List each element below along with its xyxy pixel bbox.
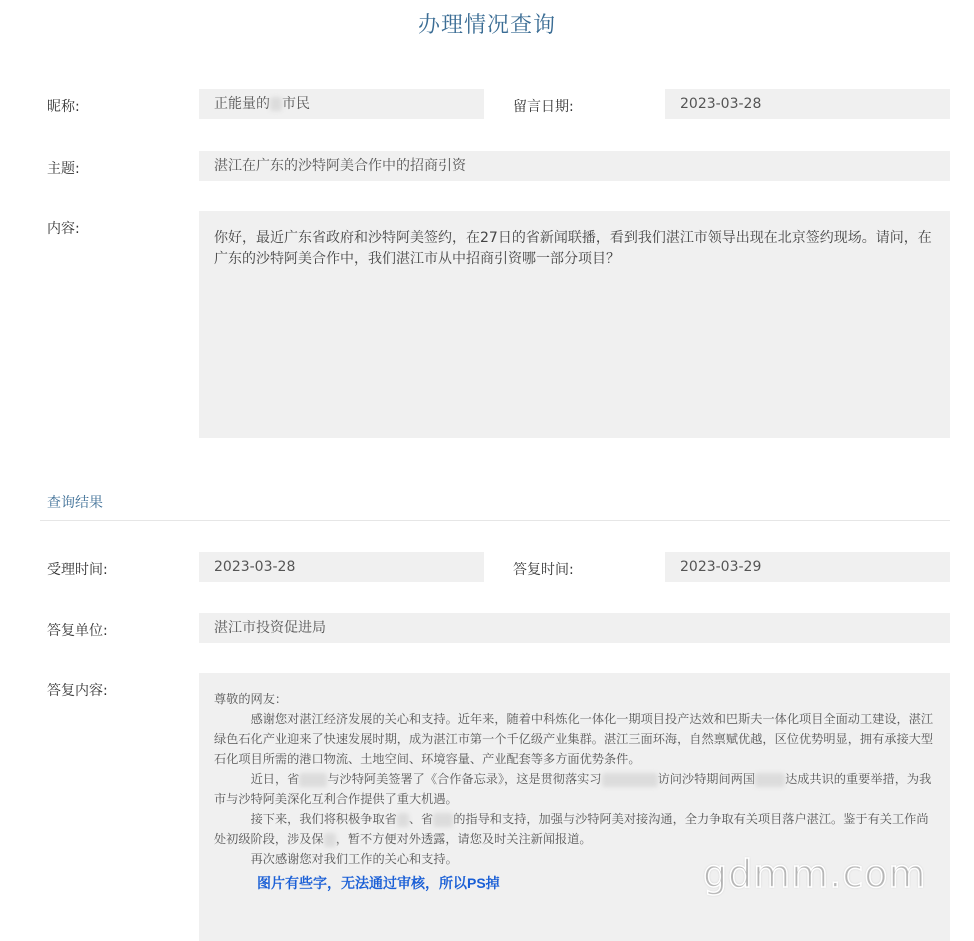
- editor-note: 图片有些字，无法通过审核，所以PS掉: [257, 875, 500, 891]
- reply-paragraph-1: 感谢您对湛江经济发展的关心和支持。近年来，随着中科炼化一体化一期项目投产达效和巴斯夫一体化项目全面动工建设，湛江绿色石化产业迎来了快速发展时期，成为湛江市第一个千亿级产业集群。湛江三面环海，自然禀赋优越，区位优势明显，拥有承接大型石化项目所需的港口物流、土地空间、环境容量、产业配套等多方面优势条件。: [214, 712, 934, 766]
- reply-p2-part-c: 访问沙特期间两国: [657, 772, 756, 786]
- reply-time-field: 2023-03-29: [665, 552, 950, 582]
- nickname-label: 昵称:: [47, 99, 80, 115]
- nickname-value-suffix: 市民: [282, 96, 310, 112]
- message-date-field: 2023-03-28: [665, 89, 950, 119]
- redacted-mask: [299, 773, 327, 787]
- section-divider: [40, 520, 950, 521]
- content-field: 你好，最近广东省政府和沙特阿美签约，在27日的省新闻联播，看到我们湛江市领导出现在北京签约现场。请问，在广东的沙特阿美合作中，我们湛江市从中招商引资哪一部分项目？: [199, 211, 950, 438]
- redacted-mask: [755, 773, 785, 787]
- content-label: 内容:: [47, 221, 80, 237]
- nickname-field: [199, 89, 484, 119]
- reply-unit-label: 答复单位:: [47, 623, 108, 639]
- reply-p3-part-c: 的指导和支持，加强与沙特阿美对接沟通，全力争取有关项目落户湛江。鉴于有关工作尚处初级阶段，涉及保: [214, 812, 929, 846]
- reply-p2-part-a: 近日，省: [250, 772, 300, 786]
- query-result-title: 查询结果: [47, 495, 103, 511]
- reply-p2-part-d: 达成共识的重要举措，为我市与沙特阿美深化互利合作提供了重大机遇。: [214, 772, 932, 806]
- subject-field: 湛江在广东的沙特阿美合作中的招商引资: [199, 151, 950, 181]
- reply-paragraph-4: 再次感谢您对我们工作的关心和支持。: [250, 852, 458, 866]
- reply-unit-field: 湛江市投资促进局: [199, 613, 950, 643]
- reply-paragraph-3: [214, 809, 936, 849]
- accept-time-label: 受理时间:: [47, 562, 108, 578]
- page-title: 办理情况查询: [417, 13, 556, 38]
- reply-p2-part-b: 与沙特阿美签署了《合作备忘录》，这是贯彻落实习: [327, 772, 602, 786]
- redacted-mask: [433, 813, 453, 827]
- redacted-mask: [270, 97, 282, 111]
- watermark-logo: gdmm.com: [703, 852, 927, 896]
- reply-content-label: 答复内容:: [47, 683, 108, 699]
- reply-content-field: [199, 673, 950, 941]
- reply-greeting: 尊敬的网友：: [214, 692, 288, 706]
- subject-label: 主题:: [47, 161, 80, 177]
- redacted-mask: [324, 833, 336, 847]
- accept-time-field: 2023-03-28: [199, 552, 484, 582]
- reply-time-label: 答复时间:: [513, 562, 574, 578]
- reply-p3-part-d: ，暂不方便对外透露，请您及时关注新闻报道。: [335, 832, 592, 846]
- nickname-value-prefix: 正能量的: [214, 96, 270, 112]
- redacted-mask: [602, 773, 658, 787]
- reply-paragraph-2: [214, 769, 936, 809]
- message-date-label: 留言日期:: [513, 99, 574, 115]
- reply-p3-part-a: 接下来，我们将积极争取省: [250, 812, 397, 826]
- reply-p3-part-b: 、省: [408, 812, 434, 826]
- redacted-mask: [397, 813, 409, 827]
